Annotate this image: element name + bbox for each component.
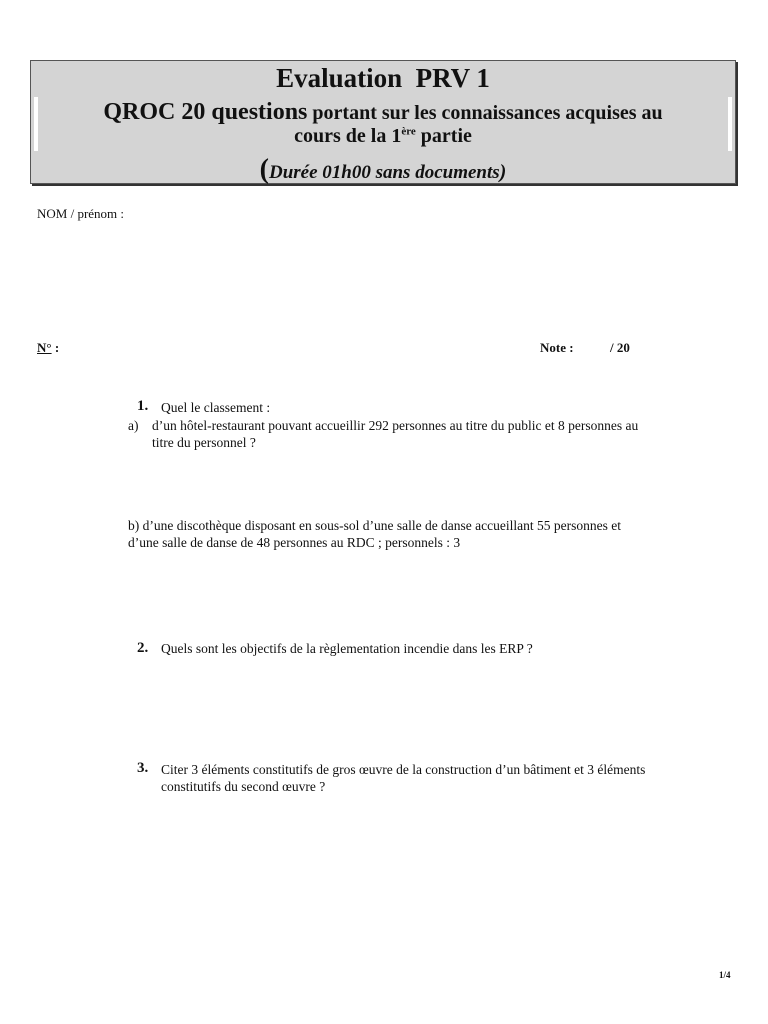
duration-close-paren: ): [499, 161, 507, 183]
question-1b-line2: d’une salle de danse de 48 personnes au RDC ; personnels : 3: [128, 535, 461, 550]
subtitle-line2-start: cours de la 1: [294, 125, 402, 147]
question-3-line1: Citer 3 éléments constitutifs de gros œuvre de la construction d’un bâtiment et 3 éléments: [161, 762, 646, 777]
question-3-number: 3.: [137, 760, 149, 776]
question-1a-line1: d’un hôtel-restaurant pouvant accueillir 292 personnes au titre du public et 8 personnes au: [152, 418, 639, 433]
question-1-prompt: Quel le classement :: [161, 400, 271, 415]
name-field-label: NOM / prénom :: [37, 206, 125, 221]
subtitle-rest: portant sur les connaissances acquises au: [307, 102, 663, 124]
question-2-number: 2.: [137, 640, 149, 656]
note-total: / 20: [610, 340, 630, 355]
question-1a-line2: titre du personnel ?: [152, 435, 256, 450]
title-box: [30, 60, 736, 184]
duration-open-paren: (: [259, 154, 269, 185]
question-1-number: 1.: [137, 398, 149, 414]
question-1b-line1: b) d’une discothèque disposant en sous-sol d’une salle de danse accueillant 55 personnes et: [128, 518, 621, 533]
duration-text: Durée 01h00 sans documents: [268, 162, 500, 183]
number-colon: :: [51, 340, 60, 355]
subtitle-line2-sup: ère: [401, 125, 416, 138]
document-subtitle-line2: [31, 125, 735, 148]
number-field: [37, 340, 59, 356]
page-number: 1/4: [719, 970, 731, 980]
subtitle-line2-end: partie: [415, 125, 472, 147]
question-1a-marker: a): [128, 418, 139, 433]
note-label: Note :: [540, 340, 574, 355]
number-label: N°: [37, 340, 52, 355]
question-2-prompt: Quels sont les objectifs de la règlementation incendie dans les ERP ?: [161, 641, 533, 656]
duration-line: [31, 154, 735, 186]
question-3-line2: constitutifs du second œuvre ?: [161, 779, 326, 794]
subtitle-emphasis: QROC 20 questions: [103, 99, 308, 125]
document-title: Evaluation PRV 1: [276, 63, 490, 93]
